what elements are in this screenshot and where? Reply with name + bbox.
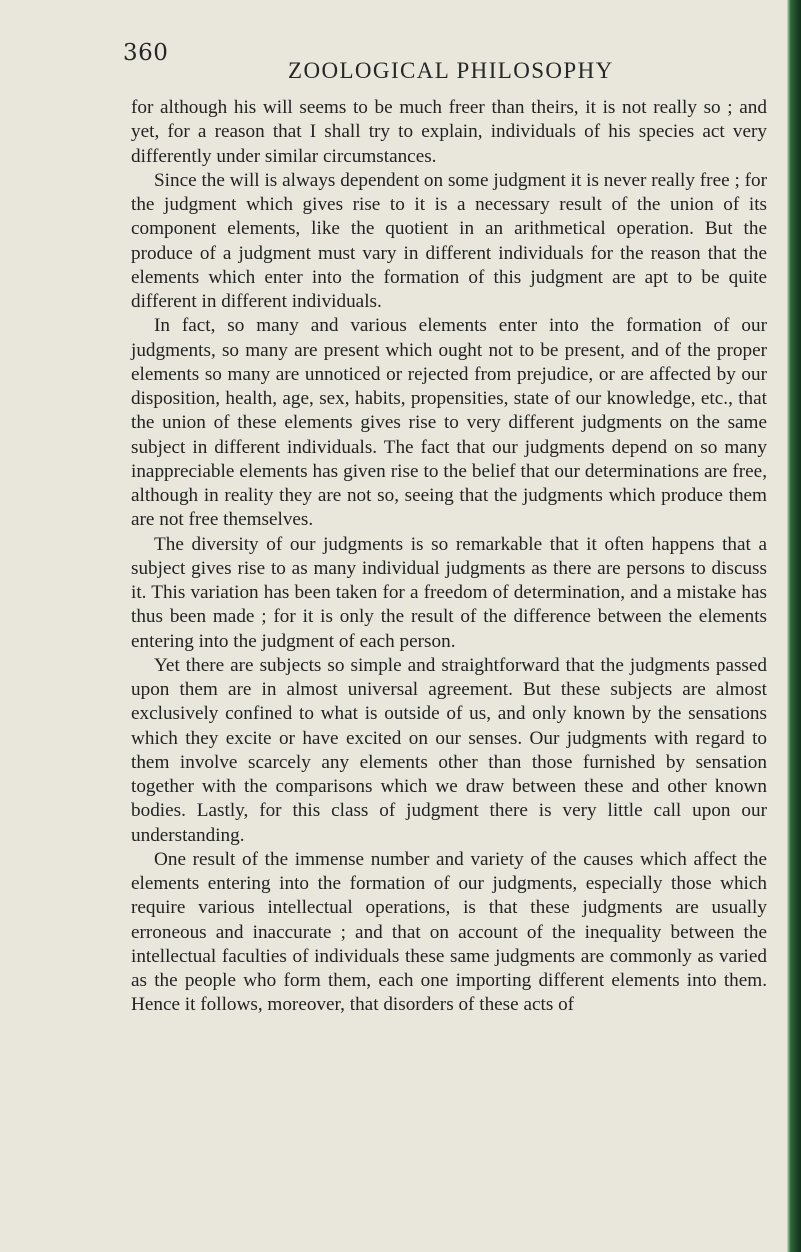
paragraph: In fact, so many and various elements enter into the formation of our judgments, so many are present which ought not to be present, and of the proper elements so many are unnoticed or rejected from prejudice, or are affected by our disposition, health, age, sex, habits, propensities, state of our knowledge, etc., that the union of these elements gives rise to very different judgments on the same subject in different individuals. The fact that our judgments depend on so many inappreciable elements has given rise to the belief that our determinations are free, although in reality they are not so, seeing that the judgments which produce them are not free themselves.	[131, 315, 767, 531]
body-text	[131, 96, 767, 1018]
paragraph: Since the will is always dependent on some judgment it is never really free ; for the judgment which gives rise to it is a necessary result of the union of its component elements, like the quotient in an arithmetical operation. But the produce of a judgment must vary in different individuals for the reason that the elements which enter into the formation of this judgment are apt to be quite different in different individuals.	[131, 169, 767, 312]
book-cover-edge	[787, 0, 801, 1252]
paragraph: One result of the immense number and variety of the causes which affect the elements entering into the formation of our judgments, especially those which require various intellectual operations, is that these judgments are usually erroneous and inaccurate ; and that on account of the inequality between the intellectual faculties of individuals these same judgments are commonly as varied as the people who form them, each one importing different elements into them. Hence it follows, moreover, that disorders of these acts of	[131, 848, 767, 1016]
page-number: 360	[123, 40, 169, 66]
paragraph: The diversity of our judgments is so remarkable that it often happens that a subject gives rise to as many individual judgments as there are persons to discuss it. This variation has been taken for a freedom of determination, and a mistake has thus been made ; for it is only the result of the difference between the elements entering into the judgment of each person.	[131, 533, 767, 652]
paragraph: for although his will seems to be much freer than theirs, it is not really so ; and yet, for a reason that I shall try to explain, individuals of his species act very differently under similar circumstances.	[131, 97, 767, 167]
paragraph: Yet there are subjects so simple and straightforward that the judgments passed upon them are in almost universal agreement. But these subjects are almost exclusively confined to what is outside of us, and only known by the sensations which they excite or have excited on our senses. Our judgments with regard to them involve scarcely any elements other than those furnished by sensation together with the comparisons which we draw between these and other known bodies. Lastly, for this class of judgment there is very little call upon our understanding.	[131, 654, 767, 846]
running-title: ZOOLOGICAL PHILOSOPHY	[288, 58, 614, 83]
